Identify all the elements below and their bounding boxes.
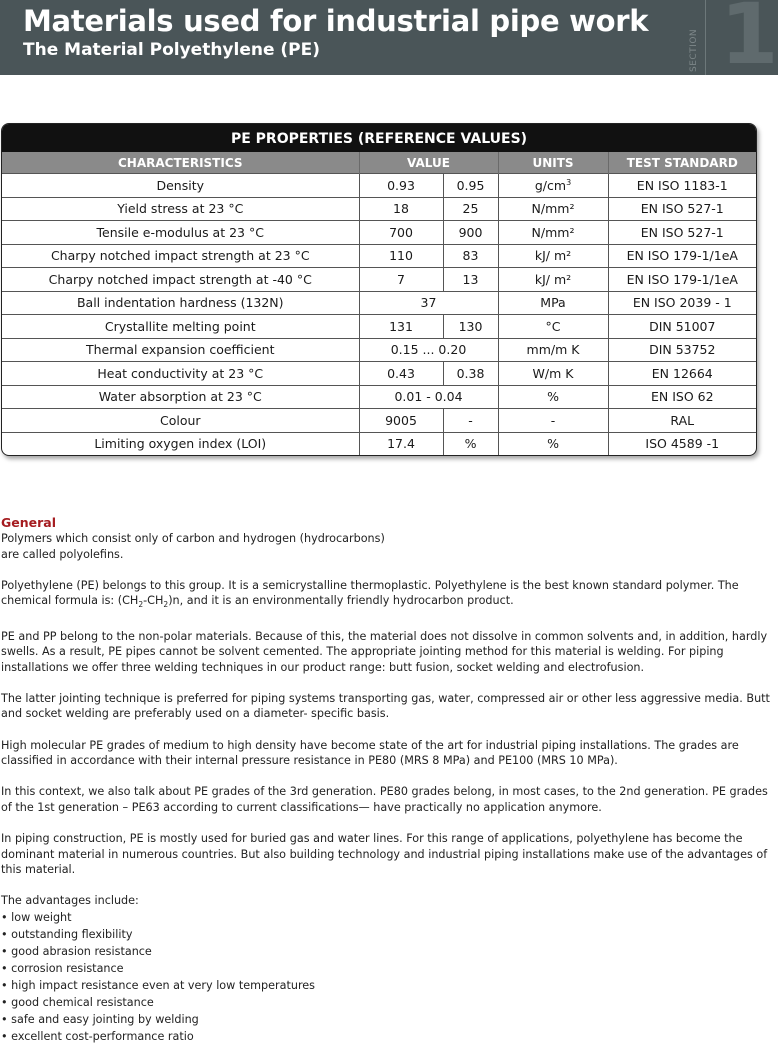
table-row: [2, 432, 756, 455]
table-row: [2, 268, 756, 292]
table-row: [2, 385, 756, 409]
cell-test-standard: EN ISO 527-1: [608, 197, 756, 221]
cell-unit: °C: [498, 315, 608, 339]
cell-value-2: 130: [443, 315, 498, 339]
cell-value-1: 110: [359, 244, 443, 268]
paragraph-jointing: The latter jointing technique is preferred for piping systems transporting gas, water, compressed air or other less aggressive media. Butt and socket welding are preferably used on a diameter- specific basis.: [1, 691, 770, 721]
cell-value-1: 131: [359, 315, 443, 339]
cell-unit: -: [498, 409, 608, 433]
table-row: [2, 174, 756, 198]
cell-unit: $g/cm^3$: [498, 174, 608, 198]
list-item: • corrosion resistance: [1, 961, 124, 975]
list-item: • good abrasion resistance: [1, 944, 152, 958]
paragraph-generations: In this context, we also talk about PE grades of the 3rd generation. PE80 grades belong, in most cases, to the 2nd generation. PE grades of the 1st generation – PE63 according to current classifications— have practically no application anymore.: [1, 785, 768, 814]
paragraph-applications: In piping construction, PE is mostly used for buried gas and water lines. For this range of applications, polyethylene has become the dominant material in numerous countries. But also building technology and industrial piping installations make use of the advantages of this material.: [1, 831, 768, 877]
header-test-standard: TEST STANDARD: [608, 152, 756, 174]
table-header-row: [2, 152, 756, 174]
cell-characteristic: Charpy notched impact strength at -40 °C: [2, 268, 359, 292]
cell-test-standard: EN 12664: [608, 362, 756, 386]
cell-test-standard: EN ISO 179-1/1eA: [608, 244, 756, 268]
cell-value-2: 25: [443, 197, 498, 221]
list-item: • safe and easy jointing by welding: [1, 1012, 199, 1026]
general-section: [1, 515, 771, 1045]
cell-value-1: 0.93: [359, 174, 443, 198]
cell-value-2: -: [443, 409, 498, 433]
intro-line: are called polyolefins.: [1, 547, 124, 561]
cell-test-standard: DIN 53752: [608, 338, 756, 362]
paragraph-chemical-formula: Polyethylene (PE) belongs to this group. It is a semicrystalline thermoplastic. Polyethylene is the best known standard polymer. The chemical formula is: $(CH_2-CH_2)n$, and it is an environmentally friendly hydrocarbon product.: [1, 578, 739, 610]
cell-characteristic: Tensile e-modulus at 23 °C: [2, 221, 359, 245]
cell-unit: N/mm²: [498, 197, 608, 221]
intro-line: Polymers which consist only of carbon and hydrogen (hydrocarbons): [1, 532, 385, 545]
page-header: [0, 0, 778, 83]
header-characteristics: CHARACTERISTICS: [2, 152, 359, 174]
cell-test-standard: EN ISO 2039 - 1: [608, 291, 756, 315]
cell-value-2: 900: [443, 221, 498, 245]
cell-value: 0.01 - 0.04: [359, 385, 498, 409]
page-title: Materials used for industrial pipe work: [23, 4, 649, 38]
cell-unit: MPa: [498, 291, 608, 315]
table-row: [2, 291, 756, 315]
cell-value-2: 83: [443, 244, 498, 268]
cell-value: 37: [359, 291, 498, 315]
cell-value-1: 700: [359, 221, 443, 245]
cell-unit: %: [498, 385, 608, 409]
cell-test-standard: ISO 4589 -1: [608, 432, 756, 455]
table-row: [2, 315, 756, 339]
header-units: UNITS: [498, 152, 608, 174]
cell-value-2: %: [443, 432, 498, 455]
properties-table: [1, 123, 757, 456]
cell-value: 0.15 ... 0.20: [359, 338, 498, 362]
cell-characteristic: Limiting oxygen index (LOI): [2, 432, 359, 455]
cell-test-standard: EN ISO 62: [608, 385, 756, 409]
cell-value-1: 17.4: [359, 432, 443, 455]
advantages-list: [1, 909, 771, 1045]
page-subtitle: The Material Polyethylene (PE): [23, 40, 321, 60]
cell-characteristic: Colour: [2, 409, 359, 433]
list-item: • high impact resistance even at very low temperatures: [1, 978, 316, 992]
cell-unit: kJ/ m²: [498, 268, 608, 292]
cell-unit: mm/m K: [498, 338, 608, 362]
cell-unit: W/m K: [498, 362, 608, 386]
general-heading: General: [1, 515, 56, 530]
cell-test-standard: EN ISO 527-1: [608, 221, 756, 245]
cell-value-1: 9005: [359, 409, 443, 433]
table-row: [2, 244, 756, 268]
paragraph-grades: High molecular PE grades of medium to high density have become state of the art for industrial piping installations. The grades are classified in accordance with their internal pressure resistance in PE80 (MRS 8 MPa) and PE100 (MRS 10 MPa).: [1, 738, 739, 768]
section-label: SECTION: [689, 28, 699, 72]
cell-characteristic: Thermal expansion coefficient: [2, 338, 359, 362]
advantages-intro: The advantages include:: [1, 894, 139, 908]
header-divider: [705, 0, 706, 75]
cell-unit: %: [498, 432, 608, 455]
list-item: • good chemical resistance: [1, 995, 154, 1009]
cell-unit: N/mm²: [498, 221, 608, 245]
list-item: • outstanding flexibility: [1, 927, 133, 941]
cell-test-standard: EN ISO 1183-1: [608, 174, 756, 198]
paragraph-non-polar: PE and PP belong to the non-polar materials. Because of this, the material does not dissolve in common solvents and, in addition, hardly swells. As a result, PE pipes cannot be solvent cemented. The appropriate jointing method for this material is welding. For piping installations we offer three welding techniques in our product range: butt fusion, socket welding and electrofusion.: [1, 629, 768, 674]
list-item: • excellent cost-performance ratio: [1, 1029, 194, 1043]
table-title: PE PROPERTIES (REFERENCE VALUES): [2, 124, 756, 152]
cell-value-2: 0.38: [443, 362, 498, 386]
table-row: [2, 362, 756, 386]
table-row: [2, 409, 756, 433]
cell-characteristic: Water absorption at 23 °C: [2, 385, 359, 409]
cell-characteristic: Crystallite melting point: [2, 315, 359, 339]
cell-test-standard: DIN 51007: [608, 315, 756, 339]
cell-value-1: 0.43: [359, 362, 443, 386]
cell-characteristic: Density: [2, 174, 359, 198]
header-value: VALUE: [359, 152, 498, 174]
cell-test-standard: EN ISO 179-1/1eA: [608, 268, 756, 292]
cell-characteristic: Charpy notched impact strength at 23 °C: [2, 244, 359, 268]
cell-unit: kJ/ m²: [498, 244, 608, 268]
table-row: [2, 221, 756, 245]
cell-characteristic: Yield stress at 23 °C: [2, 197, 359, 221]
cell-value-1: 7: [359, 268, 443, 292]
cell-characteristic: Ball indentation hardness (132N): [2, 291, 359, 315]
list-item: • low weight: [1, 910, 72, 924]
cell-value-2: 13: [443, 268, 498, 292]
table-row: [2, 197, 756, 221]
cell-test-standard: RAL: [608, 409, 756, 433]
section-number: 1: [720, 0, 778, 83]
cell-value-1: 18: [359, 197, 443, 221]
table-row: [2, 338, 756, 362]
cell-characteristic: Heat conductivity at 23 °C: [2, 362, 359, 386]
cell-value-2: 0.95: [443, 174, 498, 198]
